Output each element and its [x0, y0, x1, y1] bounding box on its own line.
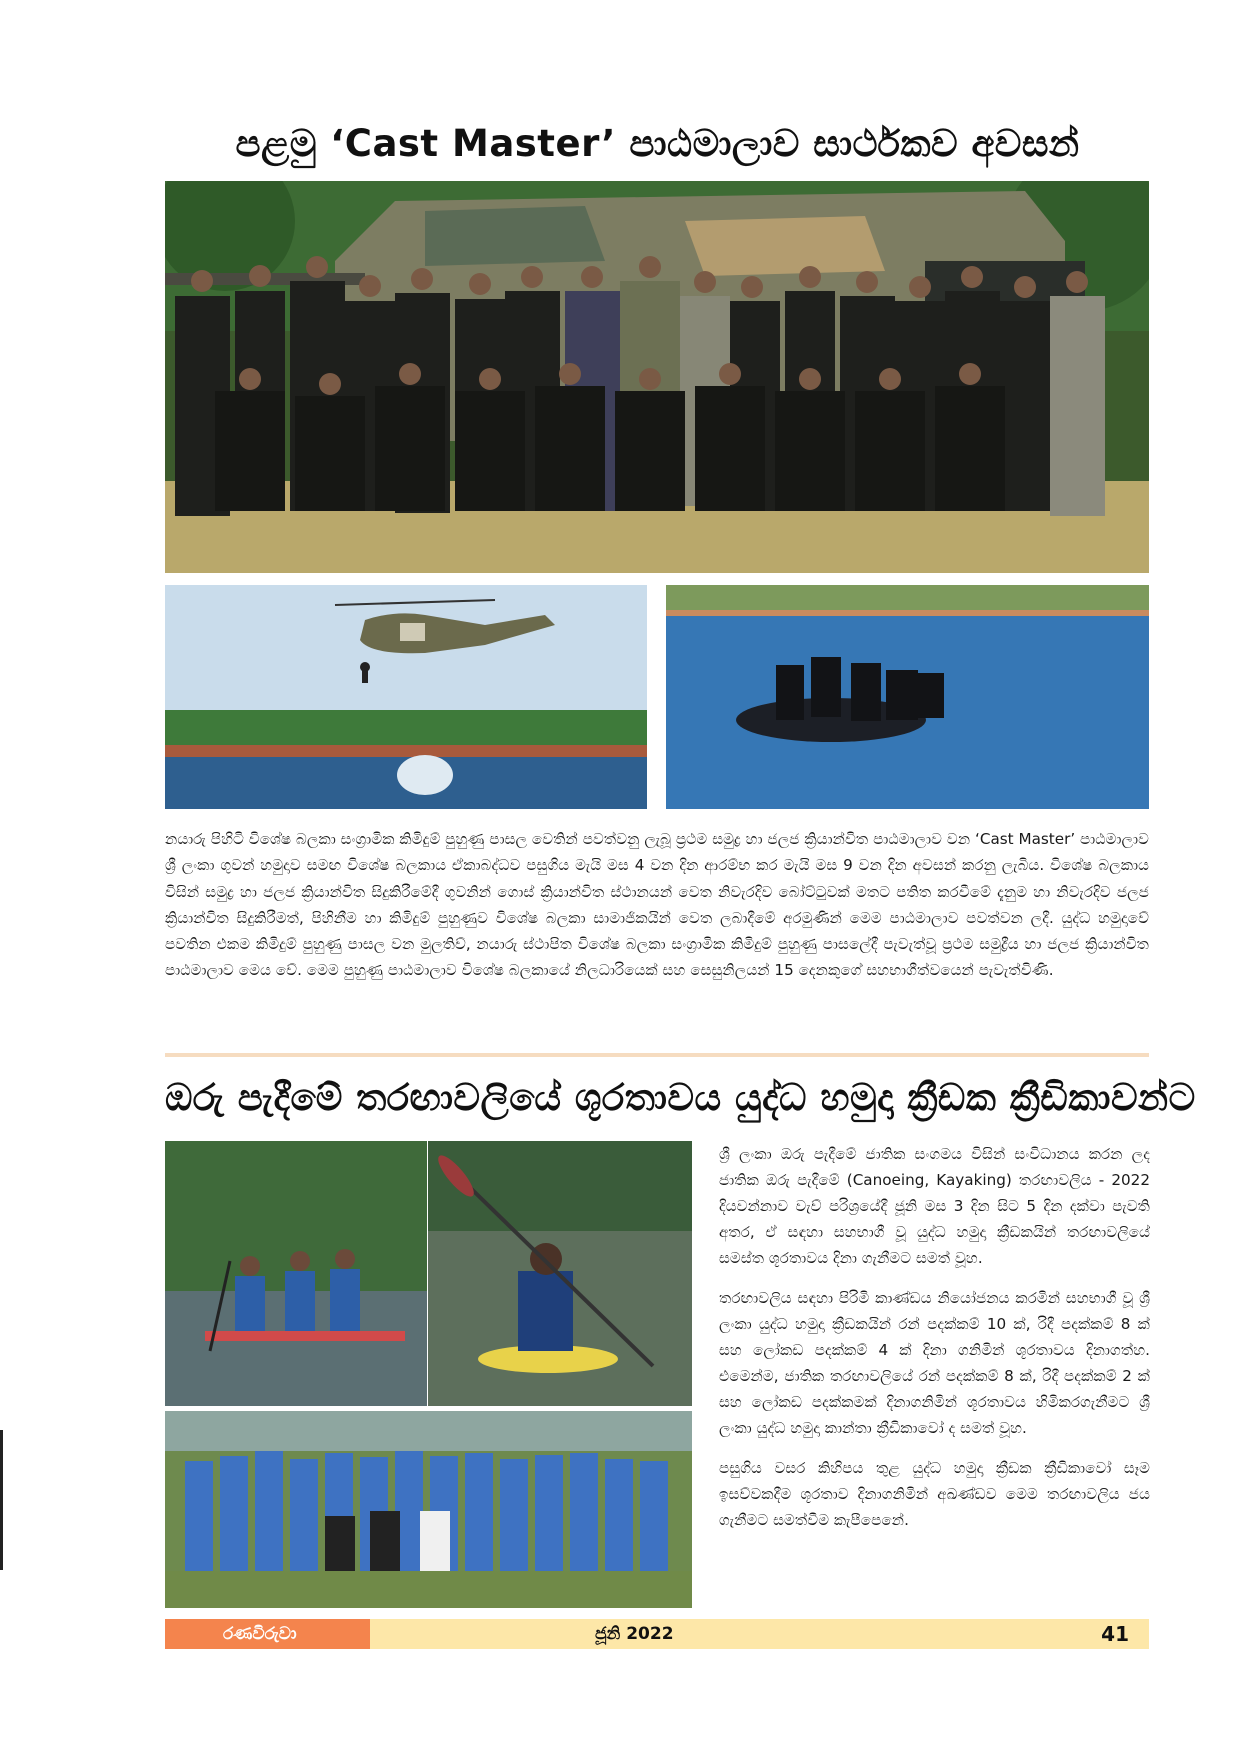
- page-footer: [165, 1619, 1149, 1649]
- article-2-paragraph-1: ශ්‍රී ලංකා ඔරු පැදීමේ ජාතික සංගමය විසින් සංවිධානය කරන ලද ජාතික ඔරු පැදීමේ (Canoeing, Kayaking) තරඟාවලිය - 2022 දියවන්නාව වැව් පරිශ්‍රයේදී ජූනි මස 3 දින සිට 5 දින දක්වා පැවති අතර, ඒ සඳහා සහභාගී වූ යුද්ධ හමුදා ක්‍රීඩකයින් තරඟාවලියේ සමස්ත ශූරතාවය දිනා ගැනීමට සමත් වූහ.: [719, 1145, 1150, 1267]
- article-1-body: [165, 826, 1149, 984]
- kayak-athlete-photo: [428, 1141, 692, 1406]
- award-ceremony-photo: [165, 1411, 692, 1608]
- article-1-paragraph: නයාරු පිහිටි විශේෂ බලකා සංග්‍රාමික කිමිදුම් පුහුණු පාසල වෙතින් පවත්වනු ලැබූ ප්‍රථම සමුද්‍ර හා ජලජ ක්‍රියාන්විත පාඨමාලාව වන ‘Cast Master’ පාඨමාලාව ශ්‍රී ලංකා ගුවන් හමුදාව සමඟ විශේෂ බලකාය ඒකාබද්ධව පසුගිය මැයි මස 4 වන දින ආරම්භ කර මැයි මස 9 වන දින අවසන් කරනු ලැබිය. විශේෂ බලකාය විසින් සමුද්‍ර හා ජලජ ක්‍රියාන්විත සිදුකිරීමේදී ගුවනින් ගොස් ක්‍රියාන්විත ස්ථානයන් වෙත නිවැරදිව බෝට්ටුවක් මතට පතිත කරවීමේ දැනුම හා නිවැරදිව ජලජ ක්‍රියාන්විත සිදුකිරීමත්, පිහිනීම හා කිමිදුම් පුහුණුව විශේෂ බලකා සාමාජිකයින් වෙත ලබාදීමේ අරමුණින් මෙම පාඨමාලාව පවත්වන ලදී. යුද්ධ හමුදාවේ පවතින එකම කිමිදුම් පුහුණු පාසල වන මුලතිව්, නයාරු ස්ථාපිත විශේෂ බලකා සංග්‍රාමික කිමිදුම් පුහුණු පාසලේදී පැවැත්වූ ප්‍රථම සමුද්‍රීය හා ජලජ ක්‍රියාන්විත පාඨමාලාව මෙය වේ. මෙම පුහුණු පාඨමාලාව විශේෂ බලකායේ නිලධාරියෙක් සහ සෙසුනිලයන් 15 දෙනකුගේ සහභාගීත්වයෙන් පැවැත්විණි.: [165, 830, 1149, 980]
- page-edge-mark: [0, 1430, 3, 1570]
- article-2-paragraph-2: තරඟාවලිය සඳහා පිරිමි කාණ්ඩය නියෝජනය කරමින් සහභාගී වූ ශ්‍රී ලංකා යුද්ධ හමුදා ක්‍රීඩකයින් රන් පදක්කම් 10 ක්, රිදී පදක්කම් 8 ක් සහ ලෝකඩ පදක්කම් 4 ක් දිනා ගනිමින් ශූරතාවය දිනාගත්හ. එමෙන්ම, ජාතික තරඟාවලියේ රන් පදක්කම් 8 ක්, රිදී පදක්කම් 2 ක් සහ ලෝකඩ පදක්කමක් දිනාගනිමින් ශූරතාවය හිමිකරගැනීමට ශ්‍රී ලංකා යුද්ධ හමුදා කාන්තා ක්‍රීඩිකාවෝ ද සමත් වූහ.: [719, 1289, 1150, 1437]
- canoe-team-photo: [165, 1141, 427, 1406]
- group-photo-helicopter: [165, 181, 1149, 573]
- dinghy-photo: [666, 585, 1149, 809]
- footer-date: ජූනි 2022: [595, 1624, 674, 1644]
- helicopter-water-drop-photo: [165, 585, 647, 809]
- article-2-paragraph-3: පසුගිය වසර කිහිපය තුළ යුද්ධ හමුදා ක්‍රීඩක ක්‍රීඩිකාවෝ සෑම ඉසව්වකදීම ශූරතාව දිනාගනිමින් අඛණ්ඩව මෙම තරඟාවලිය ජය ගැනීමට සමත්වීම කැපීපෙනේ.: [719, 1459, 1150, 1529]
- article-1-title: පළමු ‘Cast Master’ පාඨමාලාව සාර්ථකව අවසන්: [235, 122, 1080, 165]
- section-divider: [165, 1053, 1149, 1057]
- article-2-title: ඔරු පැදීමේ තරඟාවලියේ ශූරතාවය යුද්ධ හමුදා ක්‍රීඩක ක්‍රීඩිකාවන්ට: [165, 1076, 1196, 1119]
- footer-bar: [370, 1619, 1149, 1649]
- page-number: 41: [1101, 1622, 1129, 1646]
- article-2-body: [719, 1141, 1150, 1547]
- footer-publication-name: රණවිරුවා: [165, 1619, 370, 1649]
